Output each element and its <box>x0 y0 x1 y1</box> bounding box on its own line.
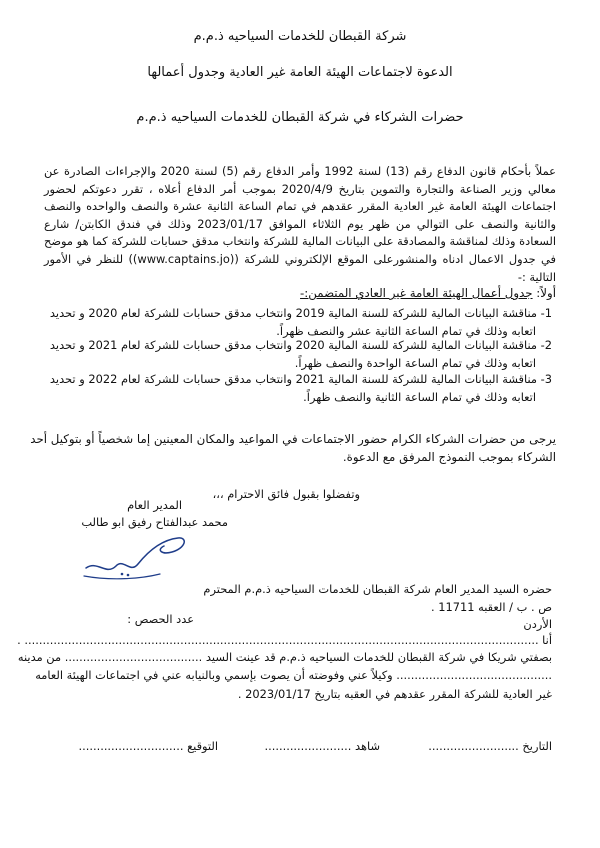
proxy-date-field: التاريخ ......................... <box>428 739 552 753</box>
proxy-signature-field: التوقيع ............................. <box>78 739 218 753</box>
proxy-shares-label: عدد الحصص : <box>127 612 194 626</box>
proxy-line3: غير العادية للشركة المقرر عقدهم في العقبه بتاريخ 2023/01/17 . <box>237 687 552 701</box>
request-line2: الشركاء بموجب النموذج المرفق مع الدعوة. <box>342 450 556 464</box>
proxy-po-box: ص . ب / العقبه 11711 . <box>431 600 552 614</box>
signatory-title: المدير العام <box>127 498 182 512</box>
proxy-i-line: أنا .............................................................................................................................................. . <box>17 633 552 647</box>
agenda-item-1-line2: اتعابه وذلك في تمام الساعة الثانية عشر والنصف ظهراً. <box>276 324 536 338</box>
signatory-name: محمد عبدالفتاح رفيق ابو طالب <box>81 515 228 529</box>
agenda-item-1-line1: 1- مناقشة البيانات المالية للشركة للسنة المالية 2019 وانتخاب مدقق حسابات للشركة لعام 2020 و تحديد <box>49 306 552 320</box>
request-line1: يرجى من حضرات الشركاء الكرام حضور الاجتماعات في المواعيد والمكان المعينين إما شخصياً أو بتوكيل أحد <box>30 432 556 446</box>
proxy-country: الأردن <box>523 617 552 631</box>
proxy-addressee: حضره السيد المدير العام شركة القبطان للخدمات السياحيه ذ.م.م المحترم <box>203 582 552 596</box>
proxy-line1: بصفتي شريكا في شركة القبطان للخدمات السياحيه ذ.م.م قد عينت السيد ...................................... من مدينه <box>17 650 552 664</box>
intro-paragraph: عملاً بأحكام قانون الدفاع رقم (13) لسنة 1992 وأمر الدفاع رقم (5) لسنة 2020 والإجراءات الصادرة عن معالي وزير الصناعة والتجارة والتموين بتاريخ 2020/4/9 بموجب أمر الدفاع أعلاه ، تقرر دعوتكم لحضور اجتماعات الهيئة العامة غير العادية المقرر عقدهم في تمام الساعة الثانية عشرة والنصف والواحده والنصف والثانية والنصف على التوالي من ظهر يوم الثلاثاء الموافق 2023/01/17 وذلك في فندق الكابتن/ شارع السعادة وذلك لمناقشة والمصادقة على البيانات المالية للشركة وانتخاب مدقق حسابات للشركة كما هو موضح في جدول الاعمال ادناه والمنشورعلى الموقع الإلكتروني للشركة ((www.captains.jo)) للنظر في الأمور التالية :- <box>44 164 556 284</box>
company-name: شركة القبطان للخدمات السياحيه ذ.م.م <box>193 29 407 44</box>
agenda-item-3-line1: 3- مناقشة البيانات المالية للشركة للسنة المالية 2021 وانتخاب مدقق حسابات للشركة لعام 2022 و تحديد <box>49 372 552 386</box>
agenda-item-2-line1: 2- مناقشة البيانات المالية للشركة للسنة المالية 2020 وانتخاب مدقق حسابات للشركة لعام 2021 و تحديد <box>49 338 552 352</box>
closing-line: وتفضلوا بقبول فائق الاحترام ،،، <box>212 487 360 501</box>
proxy-witness-field: شاهد ........................ <box>264 739 380 753</box>
proxy-line2: ........................................... وكيلاً عني وفوضته أن يصوت بإسمي وبالنيابه عني في اجتماعات الهيئة العامه <box>35 668 552 682</box>
agenda-item-2-line2: اتعابه وذلك في تمام الساعة الواحدة والنصف ظهراً. <box>294 356 536 370</box>
agenda-item-3-line2: اتعابه وذلك في تمام الساعة الثانية والنصف ظهراً. <box>303 390 536 404</box>
salutation: حضرات الشركاء في شركة القبطان للخدمات السياحيه ذ.م.م <box>136 110 464 125</box>
invitation-title: الدعوة لاجتماعات الهيئة العامة غير العادية وجدول أعمالها <box>147 65 453 80</box>
agenda-heading: أولاً: جدول أعمال الهيئة العامة غير العادي المتضمن:- <box>300 286 556 300</box>
handwritten-signature <box>76 530 192 584</box>
